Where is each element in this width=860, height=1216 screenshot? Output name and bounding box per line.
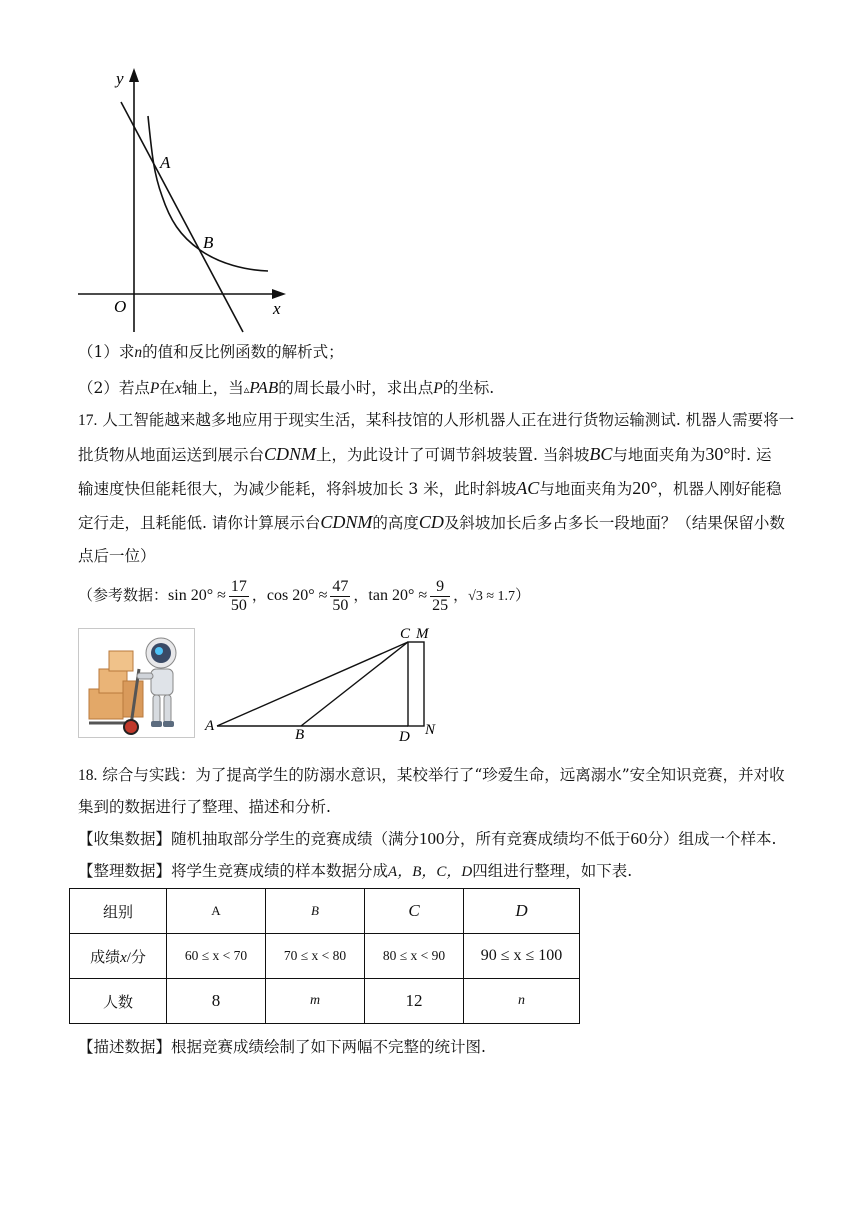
q16-part2: [78, 377, 494, 401]
slope-BC: [301, 642, 408, 726]
collect-b: 分，所有竞赛成绩均不低于: [444, 830, 631, 848]
q17-l3b: AC: [516, 478, 540, 498]
robot-image: [79, 629, 194, 737]
ref-cos-frac: [330, 578, 350, 615]
q16-part1-var: n: [134, 344, 143, 361]
q16-part2-P2: P: [433, 380, 443, 397]
q17-line1: [78, 409, 794, 432]
ref-open: （参考数据：: [78, 586, 169, 604]
tan-den: 25: [432, 596, 449, 614]
organize-a: 将学生竞赛成绩的样本数据分成: [171, 862, 389, 880]
coordinate-graph: [70, 64, 300, 339]
table-cell: 60 ≤ x < 70: [167, 934, 266, 979]
q16-part1-prefix: （1）求: [78, 343, 135, 361]
organize-tag: 【整理数据】: [78, 862, 172, 880]
cos-den: 50: [332, 596, 349, 614]
ref-sin-frac: [229, 578, 249, 615]
label-origin: O: [114, 297, 127, 316]
q18-describe: [78, 1036, 486, 1058]
table-cell: 80 ≤ x < 90: [365, 934, 464, 979]
score-head-a: 成绩: [90, 949, 121, 966]
q18-l1: 综合与实践：为了提高学生的防溺水意识，某校举行了“珍爱生命，远离溺水”安全知识竞赛，并对收: [102, 766, 785, 784]
q18-collect: [78, 828, 776, 850]
describe-tag: 【描述数据】: [78, 1038, 172, 1056]
ref-sin: sin 20° ≈: [168, 587, 226, 604]
ref-cos: cos 20° ≈: [266, 587, 328, 604]
q17-l4d: CD: [418, 512, 444, 532]
slope-AC: [217, 642, 408, 726]
q16-part2-e: 的坐标.: [442, 379, 495, 397]
cos-num: 47: [332, 577, 349, 595]
q16-part1-suffix: 的值和反比例函数的解析式；: [142, 343, 344, 361]
label-M: M: [416, 626, 429, 642]
comma-1: ，: [251, 586, 267, 604]
table-cell: 组别: [70, 889, 167, 934]
table-cell: [70, 934, 167, 979]
line-AB: [121, 102, 243, 332]
sin-num: 17: [230, 577, 247, 595]
q17-l2d: BC: [589, 444, 613, 464]
q17-l5: 点后一位）: [78, 547, 156, 565]
q17-l2c: 上，为此设计了可调节斜坡装置. 当斜坡: [316, 446, 590, 464]
q17-l4b: CDNM: [320, 512, 373, 532]
q17-line2: [78, 443, 771, 466]
label-N: N: [425, 722, 436, 738]
q16-part2-d: 的周长最小时，求出点: [278, 379, 434, 397]
table-cell: 90 ≤ x ≤ 100: [464, 934, 580, 979]
platform-CDNM: [408, 642, 424, 726]
label-D: D: [399, 729, 410, 742]
comma-2: ，: [353, 586, 369, 604]
table-cell: m: [266, 979, 365, 1024]
q17-l2a: 批货物从地面运送到展示台: [78, 446, 265, 464]
tan-num: 9: [430, 578, 450, 597]
score-table: [69, 888, 580, 1024]
table-cell: A: [167, 889, 266, 934]
q17-l1: 人工智能越来越多地应用于现实生活，某科技馆的人形机器人正在进行货物运输测试. 机器人需要将一: [102, 411, 795, 429]
label-A: A: [205, 718, 215, 734]
comma-3: ，: [453, 586, 469, 604]
q16-part2-c: 轴上，当: [181, 379, 244, 397]
q17-l2b: CDNM: [264, 444, 317, 464]
q16-part1: [78, 341, 344, 364]
q17-l2f: 30°: [705, 444, 731, 464]
q16-part2-a: （2）若点: [78, 379, 150, 397]
score-head-b: /分: [126, 949, 146, 966]
q18-line2: [78, 796, 331, 818]
x-axis-arrow: [272, 289, 286, 299]
y-axis-arrow: [129, 68, 139, 82]
q16-part2-PAB: PAB: [249, 378, 279, 397]
q17-line4: [78, 511, 785, 534]
q17-l4a: 定行走，且耗能低. 请你计算展示台: [78, 514, 321, 532]
q17-l3a: 输速度快但能耗很大，为减少能耗，将斜坡加长 3 米，此时斜坡: [78, 480, 517, 498]
collect-tag: 【收集数据】: [78, 830, 172, 848]
q18-organize: [78, 860, 632, 883]
describe-text: 根据竞赛成绩绘制了如下两幅不完整的统计图.: [171, 1038, 486, 1056]
ref-close: ）: [515, 586, 531, 604]
label-point-B: B: [203, 233, 214, 252]
q17-l3d: 20°: [632, 478, 658, 498]
label-x: x: [273, 299, 281, 318]
label-B: B: [295, 727, 305, 742]
q17-line5: [78, 545, 156, 567]
ref-tan-frac: [430, 578, 450, 615]
sin-den: 50: [230, 596, 247, 614]
ref-sqrt: √3 ≈ 1.7: [468, 589, 516, 604]
table-cell: 人数: [70, 979, 167, 1024]
organize-b: 四组进行整理，如下表.: [472, 862, 633, 880]
q17-l2g: 时. 运: [730, 446, 772, 464]
ref-tan: tan 20° ≈: [368, 587, 428, 604]
q17-number: 17.: [78, 412, 98, 429]
label-point-A: A: [160, 153, 171, 172]
q17-l3e: ，机器人刚好能稳: [657, 480, 782, 498]
organize-groups: A，B，C，D: [388, 864, 473, 880]
table-row: [70, 979, 580, 1024]
q17-l4e: 及斜坡加长后多占多长一段地面？（结果保留小数: [443, 514, 785, 532]
q17-l3c: 与地面夹角为: [539, 480, 633, 498]
collect-60: 60: [630, 829, 648, 848]
table-cell: 12: [365, 979, 464, 1024]
q18-number: 18.: [78, 767, 98, 784]
q17-l4c: 的高度: [372, 514, 419, 532]
collect-c: 分）组成一个样本.: [647, 830, 777, 848]
q16-part2-P: P: [149, 380, 160, 397]
q16-part2-x: x: [174, 380, 182, 397]
q18-line1: [78, 764, 785, 787]
table-cell: C: [365, 889, 464, 934]
q16-part2-triangle: ▵: [243, 383, 250, 396]
collect-100: 100: [419, 829, 445, 848]
table-cell: n: [464, 979, 580, 1024]
slope-figure: [200, 620, 450, 742]
q17-reference-data: [78, 572, 530, 620]
table-cell: B: [266, 889, 365, 934]
table-cell: D: [464, 889, 580, 934]
q16-part2-b: 在: [159, 379, 175, 397]
q17-line3: [78, 477, 781, 500]
collect-a: 随机抽取部分学生的竞赛成绩（满分: [171, 830, 420, 848]
table-cell: 70 ≤ x < 80: [266, 934, 365, 979]
q18-l2: 集到的数据进行了整理、描述和分析.: [78, 798, 331, 816]
score-head-x: x: [120, 949, 127, 966]
table-row: [70, 889, 580, 934]
table-cell: 8: [167, 979, 266, 1024]
label-C: C: [400, 626, 411, 642]
robot-illustration: [78, 628, 195, 738]
label-y: y: [116, 69, 124, 88]
q17-l2e: 与地面夹角为: [612, 446, 706, 464]
table-row: [70, 934, 580, 979]
